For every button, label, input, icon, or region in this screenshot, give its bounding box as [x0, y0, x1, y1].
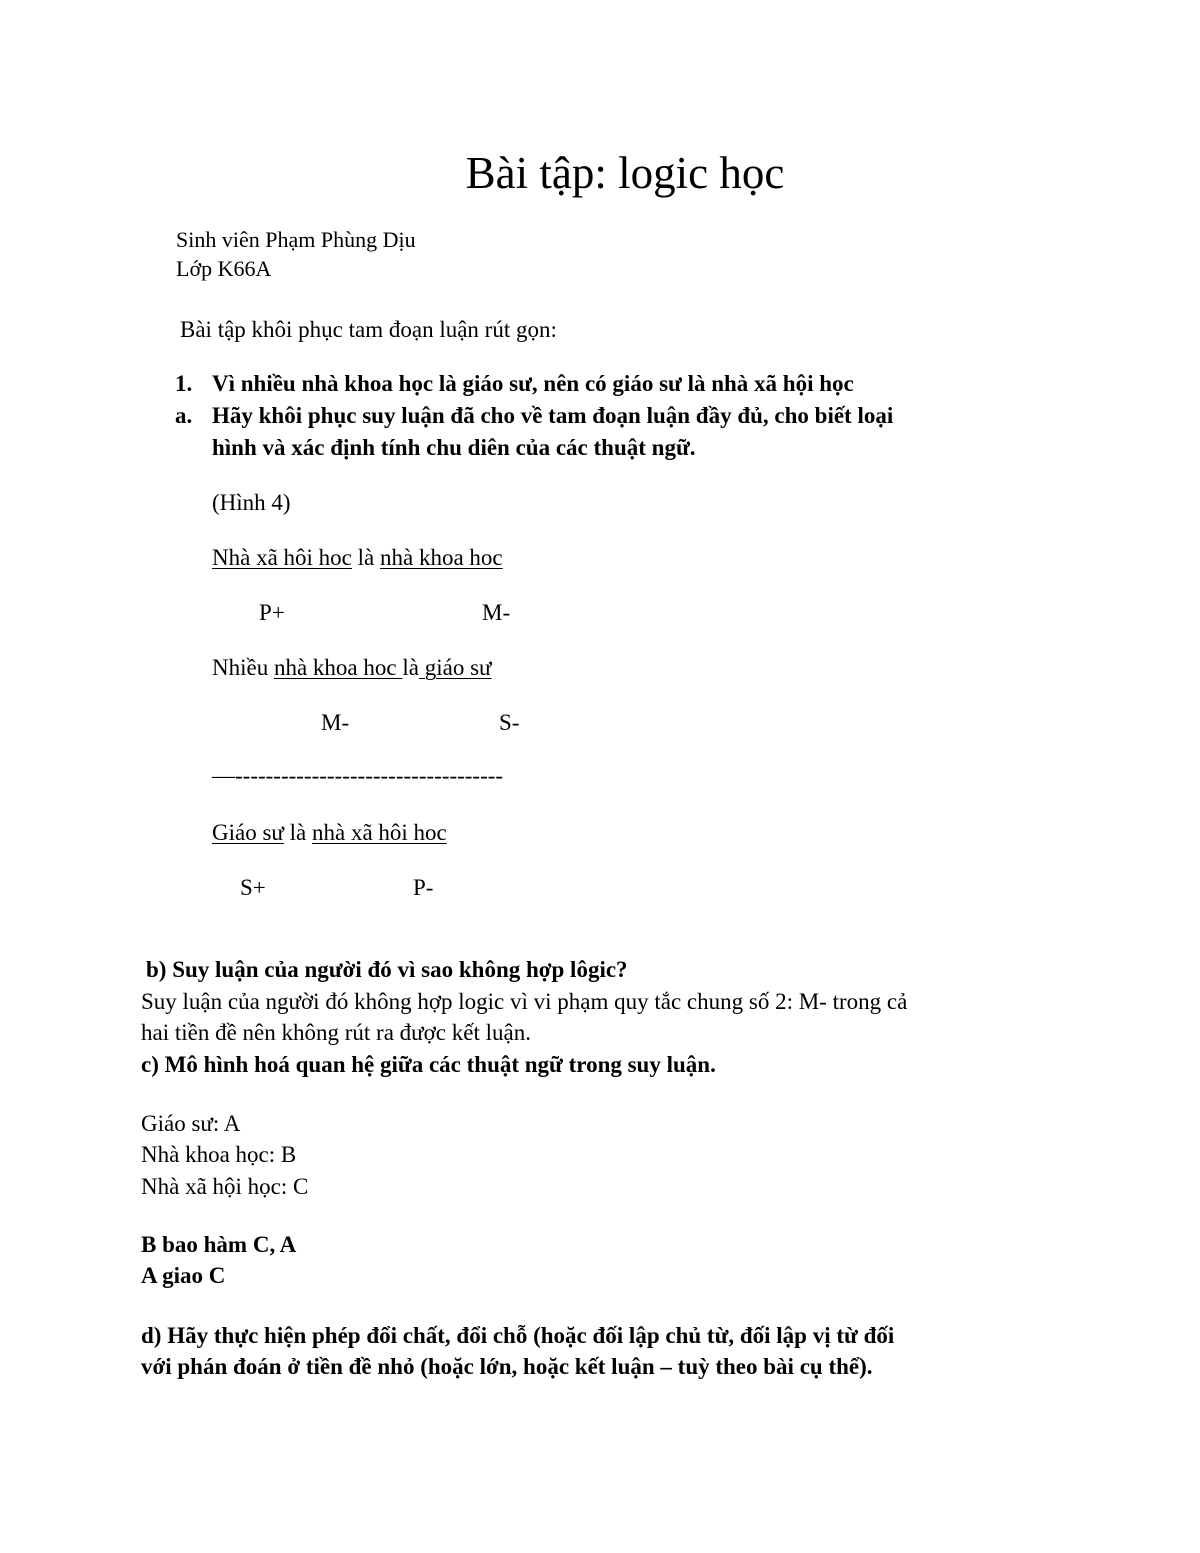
conclusion-mark-s: S+	[240, 875, 266, 900]
document-title: Bài tập: logic học	[465, 148, 785, 198]
question-a-text-1: Hãy khôi phục suy luận đã cho về tam đoạn luận đầy đủ, cho biết loại	[212, 403, 894, 428]
major-premise-copula: là	[351, 545, 380, 570]
minor-premise-copula: là	[402, 655, 419, 680]
question-1-number: 1.	[175, 371, 193, 396]
question-d-line-2: với phán đoán ở tiền đề nhỏ (hoặc lớn, hoặc kết luận – tuỳ theo bài cụ thể).	[141, 1354, 873, 1379]
exercise-intro: Bài tập khôi phục tam đoạn luận rút gọn:	[180, 317, 557, 342]
relation-1: B bao hàm C, A	[141, 1232, 297, 1257]
minor-premise	[212, 656, 491, 679]
minor-premise-mark-m: M-	[321, 710, 350, 735]
term-definition-b: Nhà khoa học: B	[141, 1142, 297, 1167]
question-d-line-1: d) Hãy thực hiện phép đổi chất, đổi chỗ (hoặc đối lập chủ từ, đối lập vị từ đối	[141, 1323, 895, 1348]
major-premise	[212, 546, 503, 569]
conclusion	[212, 821, 447, 844]
conclusion-subject: Giáo sư	[212, 820, 284, 845]
student-class: Lớp K66A	[176, 256, 272, 281]
question-b-answer-line-2: hai tiền đề nên không rút ra được kết luận.	[141, 1020, 531, 1045]
major-premise-mark-p: P+	[259, 600, 285, 625]
major-premise-subject: Nhà xã hôi hoc	[212, 545, 352, 570]
term-definition-a: Giáo sư: A	[141, 1111, 241, 1136]
question-b-heading: b) Suy luận của người đó vì sao không hợp lôgic?	[146, 957, 628, 982]
minor-premise-prefix: Nhiều	[212, 655, 274, 680]
minor-premise-mark-s: S-	[499, 710, 520, 735]
major-premise-predicate: nhà khoa hoc	[380, 545, 503, 570]
question-a-letter: a.	[175, 403, 193, 428]
question-a-line-1	[175, 404, 893, 427]
conclusion-mark-p: P-	[413, 875, 434, 900]
question-a-line-2: hình và xác định tính chu diên của các thuật ngữ.	[212, 435, 696, 460]
minor-premise-subject: nhà khoa hoc	[273, 655, 403, 680]
conclusion-predicate: nhà xã hôi hoc	[311, 820, 447, 845]
conclusion-copula: là	[283, 820, 312, 845]
figure-label: (Hình 4)	[212, 490, 291, 515]
question-c-heading: c) Mô hình hoá quan hệ giữa các thuật ngữ trong suy luận.	[141, 1052, 716, 1077]
conclusion-separator: —-----------------------------------	[212, 763, 504, 788]
minor-premise-predicate: giáo sư	[418, 655, 492, 680]
student-name: Sinh viên Phạm Phùng Dịu	[176, 227, 416, 252]
question-1-text: Vì nhiều nhà khoa học là giáo sư, nên có giáo sư là nhà xã hội học	[212, 371, 854, 396]
term-definition-c: Nhà xã hội học: C	[141, 1174, 309, 1199]
major-premise-mark-m: M-	[482, 600, 511, 625]
question-b-answer-line-1: Suy luận của người đó không hợp logic vì vi phạm quy tắc chung số 2: M- trong cả	[141, 989, 908, 1014]
relation-2: A giao C	[141, 1263, 226, 1288]
question-1	[175, 372, 854, 395]
